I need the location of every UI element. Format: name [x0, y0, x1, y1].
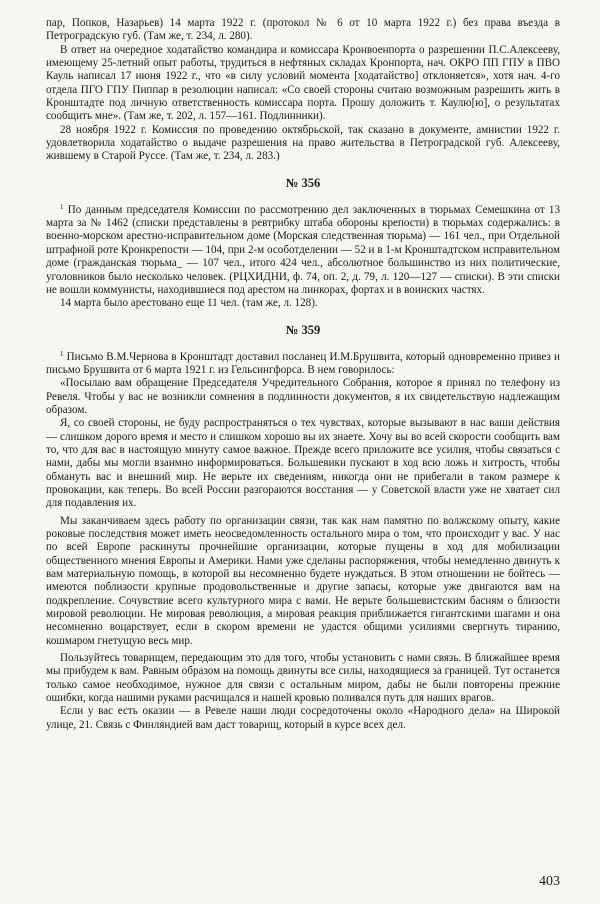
footnote-marker: 1 — [60, 202, 64, 211]
paragraph: 14 марта было арестовано еще 11 чел. (там же, л. 128). — [60, 297, 318, 310]
page-number: 403 — [539, 874, 560, 889]
paragraph: 28 ноября 1922 г. Комиссия по проведению октябрьской, так сказано в документе, амнистии 1922 г. удовлетворила ходатайство о выдаче разрешения на право жительства в Петроградской губ. Алексееву, жившему в Старой Руссе. (Там же, т. 234, л. 283.) — [46, 123, 560, 163]
footnote-text: Письмо В.М.Чернова в Кронштадт доставил посланец И.М.Брушвита, который одновременно привез и письмо Брушвита от 6 марта 1921 г. из Гельсингфорса. В нем говорилось: — [46, 350, 560, 376]
paragraph: пар, Попков, Назарьев) 14 марта 1922 г. (протокол № 6 от 10 марта 1922 г.) без права въезда в Петроградскую губ. (Там же, т. 234, л. 280). — [46, 17, 560, 43]
footnote-paragraph — [46, 201, 560, 297]
quote-paragraph: Мы заканчиваем здесь работу по организации связи, так как нам памятно по волжскому опыту, какие роковые последствия может иметь неосведомленность остального мира о том, что происходит у вас. У нас по всей Европе раскинуты прочнейшие организации, которые пущены в ход для мобилизации общественного мнения Европы и Америки. Нами уже сделаны распоряжения, чтобы немедленно двинуть к вам материальную помощь, в которой вы несомненно будете нуждаться. В этом отношении не бойтесь — имеются поблизости крупные продовольственные и другие запасы, которые уже двигаются вам на подкрепление. Сочувствие всего культурного мира с вами. Не верьте большевистским басням о близости мировой революции. Не мировая революция, а мировая реакция приближается гигантскими шагами и она несомненно воцарствует, если в скором времени не удастся общими усилиями свергнуть тиранию, кошмаром гнетущую весь мир. — [46, 514, 560, 647]
footnote-marker: 1 — [60, 349, 64, 358]
document-page — [46, 17, 560, 885]
quote-paragraph: «Посылаю вам обращение Председателя Учредительного Собрания, которое я принял по телефону из Ревеля. Чтобы у вас не возникли сомнения в подлинности документов, я их свидетельствую надлежащим образом. — [46, 377, 560, 416]
footnote-paragraph — [46, 348, 560, 378]
quote-paragraph: Я, со своей стороны, не буду распространяться о тех чувствах, которые вызывают в нас ваши действия — слишком дорого время и место и слишком хорошо вы их знаете. Хочу вы во всей скорости сообщить вам то, что для вас в настоящую минуту самое важное. Прежде всего приложите все усилия, чтобы связаться с нами, дабы мы могли взаимно информироваться. Большевики пускают в ход всю ложь и хитрость, чтобы обмануть вас и внешний мир. Не верьте их сведениям, никогда они не прибегали в таком размере к провокации, как теперь. Во всей России разгораются восстания — у Советской власти уже не хватает сил для подавления их. — [46, 417, 560, 510]
quote-paragraph: Пользуйтесь товарищем, передающим это для того, чтобы установить с нами связь. В ближайшее время мы прибудем к вам. Равным образом на помощь двинуты все силы, находящиеся за границей. Тут останется только самое необходимое, нужное для связи с остальным миром, дабы не были повторены прежние ошибки, когда нашими руками расчищался и нашей кровью поливался путь для наших врагов. — [46, 652, 560, 705]
section-heading-356: № 356 — [285, 175, 321, 190]
paragraph: В ответ на очередное ходатайство командира и комиссара Кронвоенпорта о разрешении П.С.Алексееву, имеющему 25-летний опыт работы, трудиться в нефтяных складах Кронпорта, нач. ОКРО ПП ГПУ в ПВО Кауль написал 17 июня 1922 г., что «в силу условий момента [ходатайство] отклоняется», хотя нач. 4-го отдела ПГО ГПУ Пиппар в резолюции написал: «Со своей стороны считаю возможным разрешить жить в Кронштадте под личную ответственность комиссара порта. Прошу доложить т. Каулю[ю], о результатах сообщить мне». (Там же, т. 202, л. 157—161. Подлинники). — [46, 43, 560, 123]
footnote-text: По данным председателя Комиссии по рассмотрению дел заключенных в тюрьмах Семешкина от 13 марта за № 1462 (списки представлены в ревтрибку штаба обороны крепости) в тюрьмах содержались: в военно-морском арестно-исправительном доме (Морская следственная тюрьма) — 161 чел., при Отдельной штрафной роте Кронкрепости — 104, при 2-м особотделении — 52 и в 1-м Кронштадтском исправительном доме (гражданская тюрьма_ — 107 чел., итого 424 чел., абсолютное большинство из них политические, уголовников было несколько человек. (РЦХИДНИ, ф. 74, оп. 2, д. 79, л. 120—127 — списки). В эти списки не вошли коммунисты, находившиеся под арестом на линкорах, фортах и в воинских частях. — [46, 203, 560, 296]
quote-paragraph: Если у вас есть оказии — в Ревеле наши люди сосредоточены около «Народного дела» на Широкой улице, 21. Связь с Финляндией вам даст товарищ, который в курсе всех дел. — [46, 705, 560, 731]
section-heading-359: № 359 — [285, 322, 321, 337]
